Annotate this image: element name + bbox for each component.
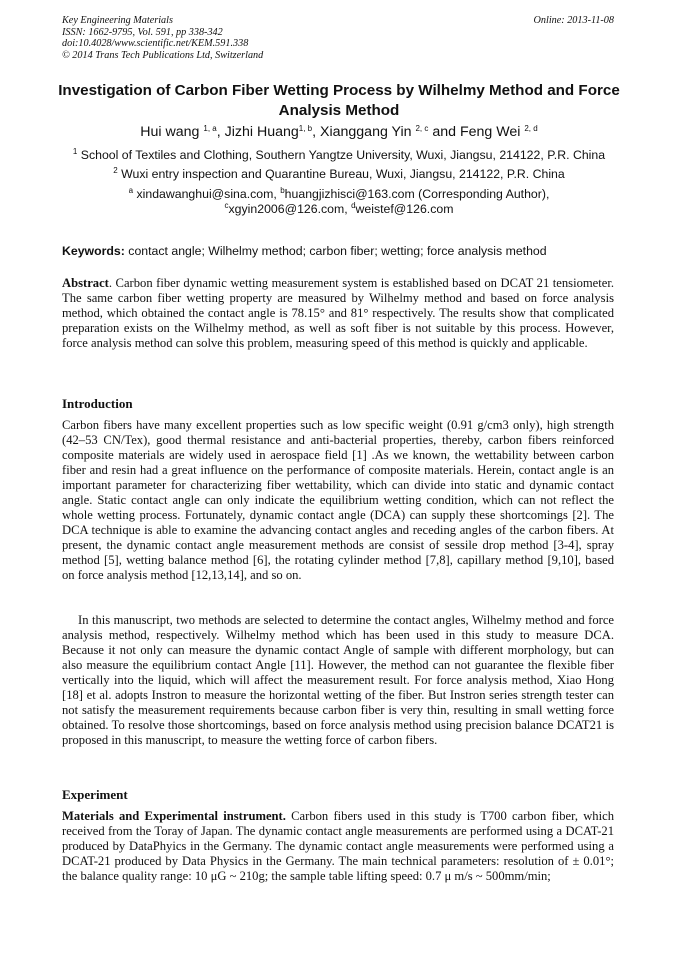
author-separator: , [216,124,225,140]
author-affiliation-mark: 1, b [298,124,313,133]
introduction-paragraph-1: Carbon fibers have many excellent properties such as low specific weight (0.91 g/cm3 only), high strength (42–53 CN/Tex), good thermal resistance and anti-bacterial properties, thereby, carbon fibers reinforced composite materials are widely used in aerospace field [1] .As we known, the wettability between carbon fiber and resin had a great influence on the performance of composite materials. Herein, contact angle is an important parameter for characterizing fiber wettability, which can divide into static and dynamic contact angle. Static contact angle can only indicate the equilibrium wetting condition, which can not reflect the whole wetting process. Fortunately, dynamic contact angle (DCA) can supply these shortcomings [2]. The DCA technique is able to examine the advancing contact angles and receding angles of the carbon fibers. At present, the dynamic contact angle measurement methods are consist of sessile drop method [3-4], spray method [5], wetting balance method [6], the rotating cylinder method [7,8], capillary method [9,10], based on force analysis method [12,13,14], and so on. [62,418,614,583]
affiliation-number: 2 [113,166,118,175]
experiment-paragraph [62,809,614,884]
author-name: Hui wang [140,124,204,140]
copyright-line: © 2014 Trans Tech Publications Ltd, Switzerland [62,49,264,61]
author-name: Feng Wei [459,124,525,140]
author-affiliation-mark: 1, a [203,124,217,133]
email-a: xindawanghui@sina.com, [133,187,281,201]
abstract-label: Abstract [62,276,109,290]
section-heading-introduction: Introduction [62,396,133,411]
author-separator: and [428,124,460,140]
email-c: xgyin2006@126.com, [228,202,352,217]
author-emails [50,187,628,217]
abstract [62,276,614,351]
author-affiliation-mark: 2, d [524,124,538,133]
author-affiliation-mark: 2, c [415,124,429,133]
affiliation-1 [50,148,628,164]
subsection-lead: Materials and Experimental instrument. [62,809,286,823]
keywords [62,244,614,259]
email-mark: b [280,186,285,195]
paper-title: Investigation of Carbon Fiber Wetting Process by Wilhelmy Method and Force Analysis Method [58,82,620,119]
affiliation-2 [50,167,628,183]
affiliation-number: 1 [72,147,78,156]
author-separator: , [312,124,320,140]
journal-header [62,15,614,61]
affiliation-text: Wuxi entry inspection and Quarantine Bureau, Wuxi, Jiangsu, 214122, P.R. China [117,167,565,181]
email-line-1 [50,187,628,202]
author-name: Xianggang Yin [320,124,416,140]
keywords-text: contact angle; Wilhelmy method; carbon fiber; wetting; force analysis method [124,244,547,258]
doi-line: doi:10.4028/www.scientific.net/KEM.591.338 [62,38,249,50]
email-mark: d [351,201,356,211]
keywords-label: Keywords: [62,244,125,258]
section-heading-experiment: Experiment [62,787,128,802]
affiliation-text: School of Textiles and Clothing, Southern Yangtze University, Wuxi, Jiangsu, 214122, P.R. China [77,148,606,162]
abstract-text: . Carbon fiber dynamic wetting measurement system is established based on DCAT 21 tensiometer. The same carbon fiber wetting property are measured by Wilhelmy method and based on force analysis method, which obtained the contact angle is 78.15° and 81° respectively. The results show that complicated preparation exists on the Wilhelmy method, as well as soft fiber is not suitable by this process. However, force analysis method can solve this problem, measuring speed of this method is quickly and applicable. [62,276,614,351]
email-b: huangjizhisci@163.com (Corresponding Author), [284,187,550,201]
author-list [50,123,628,141]
experiment-text: Carbon fibers used in this study is T700 carbon fiber, which received from the Toray of Japan. The dynamic contact angle measurements are performed using a DCAT-21 produced by DataPhyics in the Germany. The dynamic contact angle measurements were performed using a DCAT-21 produced by Data Physics in the Germany. The main technical parameters: resolution of ± 0.01°; the balance quality range: 10 μG ~ 210g; the sample table lifting speed: 0.7 μ m/s ~ 500mm/min; [62,809,614,884]
email-d: weistef@126.com [355,202,454,217]
issn-line: ISSN: 1662-9795, Vol. 591, pp 338-342 [62,26,223,38]
journal-name: Key Engineering Materials [62,15,173,26]
online-date: Online: 2013-11-08 [533,15,614,26]
email-mark: c [224,201,229,211]
email-line-2 [50,202,628,217]
author-name: Jizhi Huang [224,124,299,140]
email-mark: a [128,186,134,195]
introduction-paragraph-2: In this manuscript, two methods are selected to determine the contact angles, Wilhelmy method and force analysis method, respectively. Wilhelmy method which has been used in this study to measure DCA. Because it not only can measure the dynamic contact Angle of sample with different morphology, but can also measure the equilibrium contact Angle [11]. However, the method can not guarantee the flexible fiber vertically into the liquid, which will affect the measurement result. For force analysis method, Xiao Hong [18] et al. adopts Instron to measure the horizontal wetting of the fiber. But Instron series strength tester can not satisfy the measurement requirements because carbon fiber is very thin, resulting in small wetting force obtained. To resolve those shortcomings, based on force analysis method using precision balance DCAT21 is proposed in this manuscript, to measure the wetting force of carbon fibers. [62,613,614,748]
